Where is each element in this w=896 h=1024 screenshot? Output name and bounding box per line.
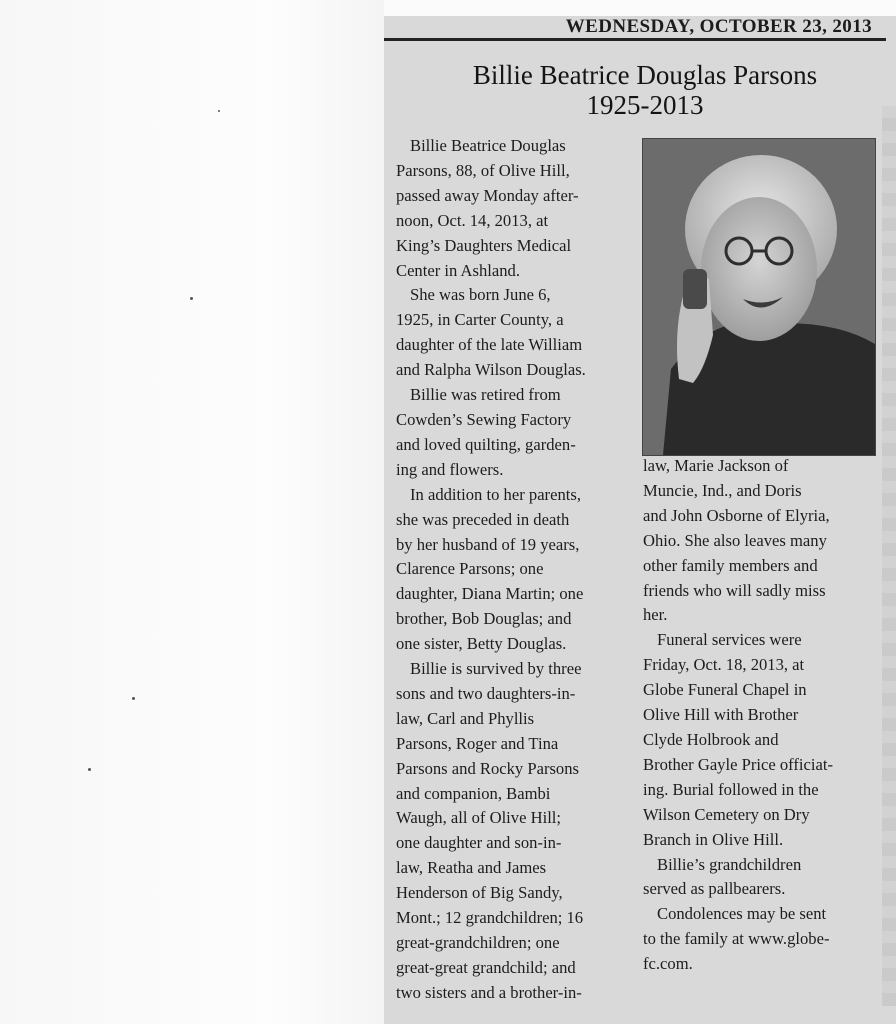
article-line: Clyde Holbrook and	[643, 729, 779, 749]
article-line: Mont.; 12 grandchildren; 16	[396, 908, 584, 928]
article-line: Parsons and Rocky Parsons	[396, 758, 579, 778]
article-line: Clarence Parsons; one	[396, 559, 544, 579]
article-column-1	[396, 134, 634, 1006]
article-line: and John Osborne of Elyria,	[643, 505, 830, 525]
article-line: Condolences may be sent	[657, 904, 827, 924]
article-line: Center in Ashland.	[396, 260, 520, 280]
article-line: She was born June 6,	[410, 285, 551, 305]
article-line: Waugh, all of Olive Hill;	[396, 808, 562, 828]
article-line: Henderson of Big Sandy,	[396, 883, 563, 903]
article-line: Billie was retired from	[410, 385, 561, 405]
article-line: Billie is survived by three	[410, 659, 582, 679]
article-line: Branch in Olive Hill.	[643, 829, 784, 849]
article-line: Parsons, 88, of Olive Hill,	[396, 160, 570, 180]
dust-speck	[88, 768, 91, 771]
article-line: law, Marie Jackson of	[643, 456, 789, 475]
article-line: and loved quilting, garden-	[396, 434, 576, 454]
article-line: great-grandchildren; one	[396, 933, 560, 952]
article-line: Olive Hill with Brother	[643, 705, 799, 725]
article-line: Funeral services were	[657, 630, 802, 650]
article-line: friends who will sadly miss	[643, 580, 826, 600]
article-line: other family members and	[643, 555, 818, 575]
article-line: Cowden’s Sewing Factory	[396, 409, 572, 429]
article-line: Globe Funeral Chapel in	[643, 680, 807, 700]
article-line: Wilson Cemetery on Dry	[643, 804, 810, 824]
article-line: to the family at www.globe-	[643, 929, 830, 949]
article-line: two sisters and a brother-in-	[396, 982, 582, 1002]
dust-speck	[190, 297, 193, 300]
article-line: King’s Daughters Medical	[396, 235, 572, 255]
title-years: 1925-2013	[586, 90, 704, 120]
article-line: law, Reatha and James	[396, 858, 547, 878]
article-line: and companion, Bambi	[396, 783, 551, 803]
article-line: In addition to her parents,	[410, 484, 581, 504]
article-line: by her husband of 19 years,	[396, 534, 580, 554]
article-line: served as pallbearers.	[643, 879, 786, 899]
article-line: Billie’s grandchildren	[657, 854, 802, 874]
article-line: passed away Monday after-	[396, 185, 579, 205]
article-line: Friday, Oct. 18, 2013, at	[643, 655, 805, 675]
dust-speck	[132, 697, 135, 700]
title-name: Billie Beatrice Douglas Parsons	[472, 60, 818, 90]
article-line: ing and flowers.	[396, 459, 504, 479]
article-line: brother, Bob Douglas; and	[396, 609, 572, 629]
article-line: her.	[643, 605, 668, 625]
portrait-image	[643, 139, 875, 455]
obituary-title	[404, 60, 886, 120]
article-line: one daughter and son-in-	[396, 833, 562, 853]
article-line: fc.com.	[643, 954, 693, 974]
article-line: Muncie, Ind., and Doris	[643, 480, 802, 500]
article-line: Ohio. She also leaves many	[643, 530, 827, 550]
article-line: law, Carl and Phyllis	[396, 708, 535, 728]
date-header: WEDNESDAY, OCTOBER 23, 2013	[565, 16, 872, 37]
article-line: daughter, Diana Martin; one	[396, 584, 584, 604]
article-line: and Ralpha Wilson Douglas.	[396, 360, 586, 380]
article-line: Parsons, Roger and Tina	[396, 733, 559, 753]
article-line: she was preceded in death	[396, 509, 570, 529]
portrait-photo	[642, 138, 876, 456]
article-line: noon, Oct. 14, 2013, at	[396, 210, 549, 230]
header-rule	[384, 38, 886, 41]
article-line: sons and two daughters-in-	[396, 683, 576, 703]
article-line: ing. Burial followed in the	[643, 779, 819, 799]
newspaper-clipping	[384, 16, 896, 1024]
article-column-2	[643, 454, 887, 977]
article-line: Brother Gayle Price officiat-	[643, 754, 833, 774]
article-line: 1925, in Carter County, a	[396, 310, 564, 330]
article-line: one sister, Betty Douglas.	[396, 634, 567, 654]
scanner-bed	[0, 0, 384, 1024]
article-line: great-great grandchild; and	[396, 957, 576, 977]
dust-speck	[218, 110, 220, 112]
article-line: daughter of the late William	[396, 335, 583, 355]
article-line: Billie Beatrice Douglas	[410, 136, 566, 155]
